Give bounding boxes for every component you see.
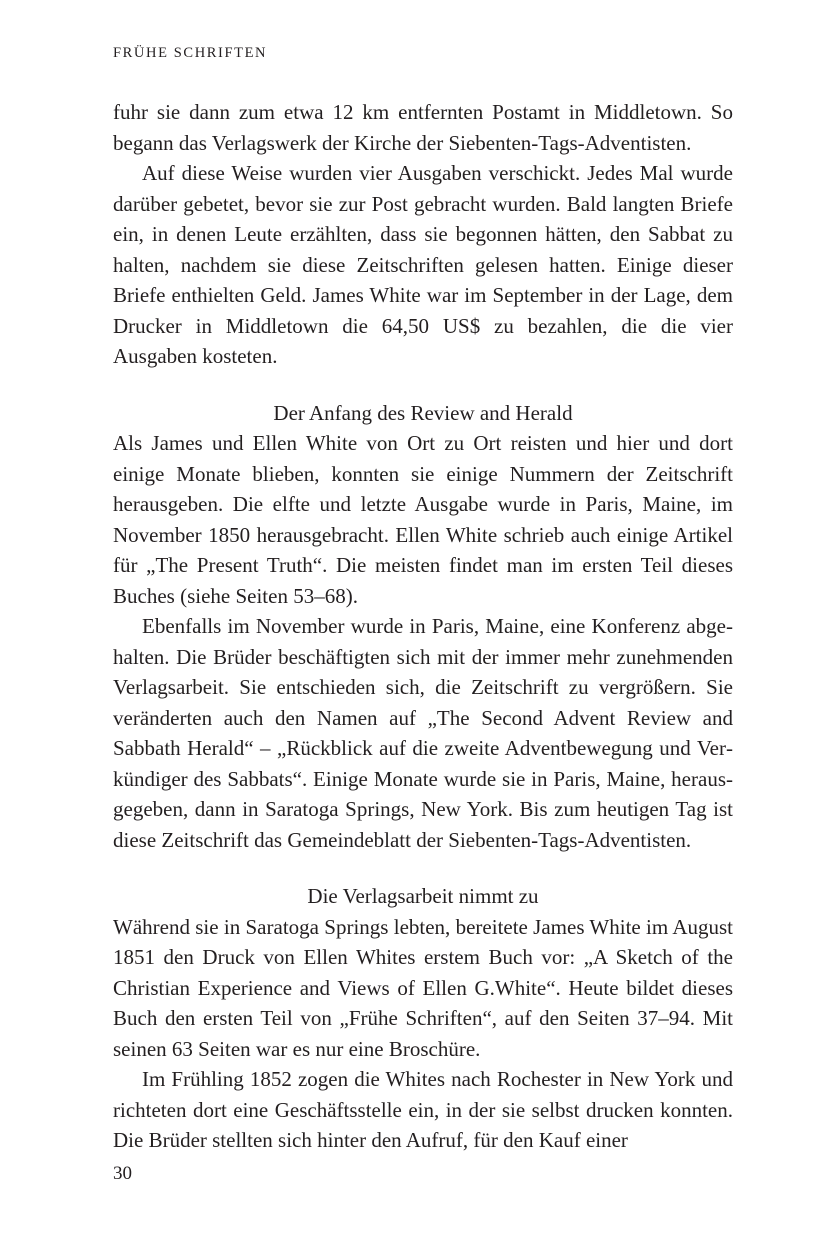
section-heading: Der Anfang des Review and Herald (273, 400, 573, 425)
paragraph: Im Frühling 1852 zogen die Whites nach Rochester in New York und richteten dort eine Geschäftsstelle ein, in der sie selbst drucken konnten. Die Brüder stellten sich hinter den Aufruf, für den Kauf einer (113, 1067, 733, 1152)
paragraph: fuhr sie dann zum etwa 12 km entfernten Postamt in Middletown. So begann das Verlagswerk der Kirche der Siebenten-Tags-Adventisten. (113, 100, 733, 155)
paragraph: Ebenfalls im November wurde in Paris, Maine, eine Konferenz abgehalten. Die Brüder beschäftigten sich mit der immer mehr zunehmenden Verlagsarbeit. Sie entschieden sich, die Zeitschrift zu vergrößern. Sie veränderten auch den Namen auf „The Second Advent Review and Sabbath Herald“ – „Rückblick auf die zweite Adventbewegung und Verkündiger des Sabbats“. Einige Monate wurde sie in Paris, Maine, herausgegeben, dann in Saratoga Springs, New York. Bis zum heutigen Tag ist diese Zeitschrift das Gemeindeblatt der Siebenten-Tags-Adventisten. (113, 614, 733, 852)
running-head: FRÜHE SCHRIFTEN (113, 45, 268, 61)
body-text (113, 97, 733, 1156)
paragraph: Als James und Ellen White von Ort zu Ort reisten und hier und dort einige Monate blieben, konnten sie einige Nummern der Zeitschrift herausgeben. Die elfte und letzte Ausgabe wurde in Paris, Maine, im November 1850 herausgebracht. Ellen White schrieb auch einige Artikel für „The Present Truth“. Die meisten findet man im ersten Teil dieses Buches (siehe Seiten 53–68). (113, 431, 733, 608)
paragraph: Auf diese Weise wurden vier Ausgaben verschickt. Jedes Mal wurde darüber gebetet, bevor sie zur Post gebracht wurden. Bald langten Briefe ein, in denen Leute erzählten, dass sie begonnen hätten, den Sabbat zu halten, nachdem sie diese Zeitschriften gelesen hatten. Einige dieser Briefe enthielten Geld. James White war im September in der Lage, dem Drucker in Middletown die 64,50 US$ zu bezahlen, die die vier Ausgaben kosteten. (113, 161, 733, 368)
paragraph: Während sie in Saratoga Springs lebten, bereitete James White im August 1851 den Druck von Ellen Whites erstem Buch vor: „A Sketch of the Christian Experience and Views of Ellen G.White“. Heute bildet dieses Buch den ersten Teil von „Frühe Schriften“, auf den Seiten 37–94. Mit seinen 63 Seiten war es nur eine Broschüre. (113, 914, 733, 1061)
section-heading: Die Verlagsarbeit nimmt zu (307, 884, 539, 908)
page-number: 30 (113, 1163, 132, 1184)
